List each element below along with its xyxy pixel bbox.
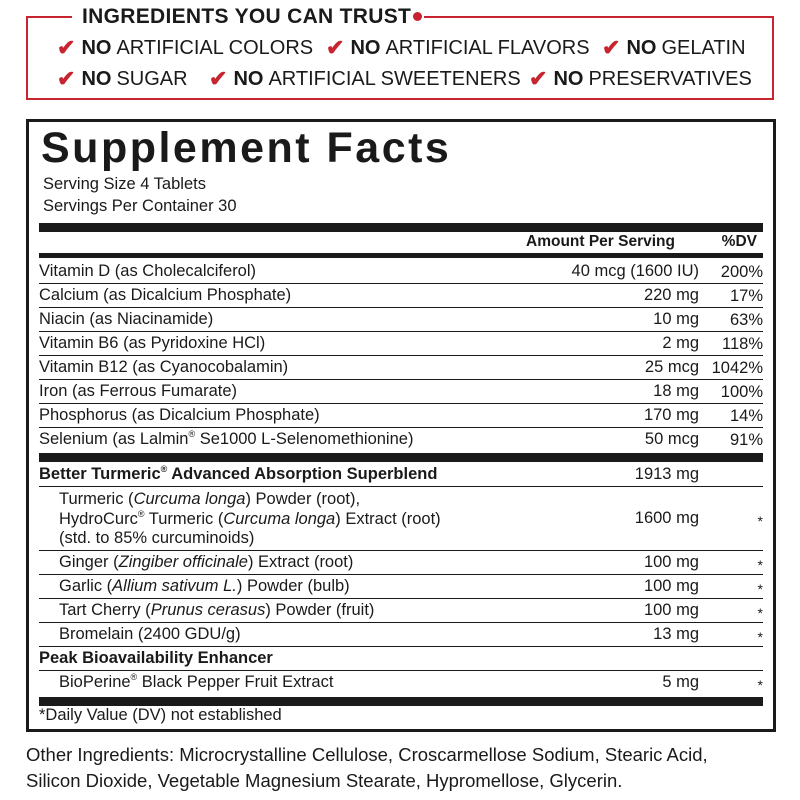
checkmark-icon: ✔ [602,35,621,60]
claim-no-gelatin: ✔ NO GELATIN [602,35,746,60]
other-ingredients-line-1: Other Ingredients: Microcrystalline Cellulose, Croscarmellose Sodium, Stearic Acid, [26,744,708,765]
header-amount-per-serving: Amount Per Serving [526,233,675,250]
nutrient-row: Niacin (as Niacinamide) 10 mg 63% [39,308,763,332]
blend-header-row: Better Turmeric® Advanced Absorption Superblend 1913 mg [39,463,763,487]
checkmark-icon: ✔ [57,35,76,60]
supplement-facts-panel [26,119,776,732]
trust-title-dot [413,12,422,21]
enhancer-header-row: Peak Bioavailability Enhancer [39,647,763,671]
facts-title: Supplement Facts [41,124,452,172]
thick-divider [39,223,763,232]
checkmark-icon: ✔ [326,35,345,60]
nutrient-row: Iron (as Ferrous Fumarate) 18 mg 100% [39,380,763,404]
blend-item: Ginger (Zingiber officinale) Extract (root) 100 mg * [39,551,763,575]
thick-divider [39,697,763,706]
blend-item: Bromelain (2400 GDU/g) 13 mg * [39,623,763,647]
other-ingredients [26,742,786,794]
nutrient-row: Vitamin D (as Cholecalciferol) 40 mcg (1600 IU) 200% [39,260,763,284]
blend-item-turmeric: Turmeric (Curcuma longa) Powder (root), HydroCurc® Turmeric (Curcuma longa) Extract (root) (std. to 85% curcuminoids) 1600 mg * [39,487,763,551]
claim-no-artificial-sweeteners: ✔ NO ARTIFICIAL SWEETENERS [209,66,521,91]
claim-no-artificial-colors: ✔ NO ARTIFICIAL COLORS [57,35,314,60]
nutrient-row: Selenium (as Lalmin® Se1000 L-Selenomethionine) 50 mcg 91% [39,429,763,449]
serving-size: Serving Size 4 Tablets [43,175,206,193]
trust-box-top-border-left [26,16,72,18]
enhancer-item: BioPerine® Black Pepper Fruit Extract 5 mg * [59,672,763,693]
checkmark-icon: ✔ [529,66,548,91]
nutrient-row: Phosphorus (as Dicalcium Phosphate) 170 mg 14% [39,404,763,428]
nutrient-row: Vitamin B6 (as Pyridoxine HCl) 2 mg 118% [39,332,763,356]
claim-no-artificial-flavors: ✔ NO ARTIFICIAL FLAVORS [326,35,590,60]
medium-divider [39,253,763,258]
blend-item: Tart Cherry (Prunus cerasus) Powder (fruit) 100 mg * [39,599,763,623]
daily-value-footnote: *Daily Value (DV) not established [39,706,282,724]
claim-no-preservatives: ✔ NO PRESERVATIVES [529,66,752,91]
trust-title: INGREDIENTS YOU CAN TRUST [82,5,412,28]
other-ingredients-line-2: Silicon Dioxide, Vegetable Magnesium Stearate, Hypromellose, Glycerin. [26,770,623,791]
trust-box-top-border-right [424,16,774,18]
header-daily-value: %DV [721,233,757,250]
checkmark-icon: ✔ [209,66,228,91]
claim-no-sugar: ✔ NO SUGAR [57,66,188,91]
thick-divider [39,453,763,462]
servings-per-container: Servings Per Container 30 [43,197,237,215]
nutrient-row: Vitamin B12 (as Cyanocobalamin) 25 mcg 1042% [39,356,763,380]
blend-item: Garlic (Allium sativum L.) Powder (bulb) 100 mg * [39,575,763,599]
nutrient-row: Calcium (as Dicalcium Phosphate) 220 mg 17% [39,284,763,308]
checkmark-icon: ✔ [57,66,76,91]
